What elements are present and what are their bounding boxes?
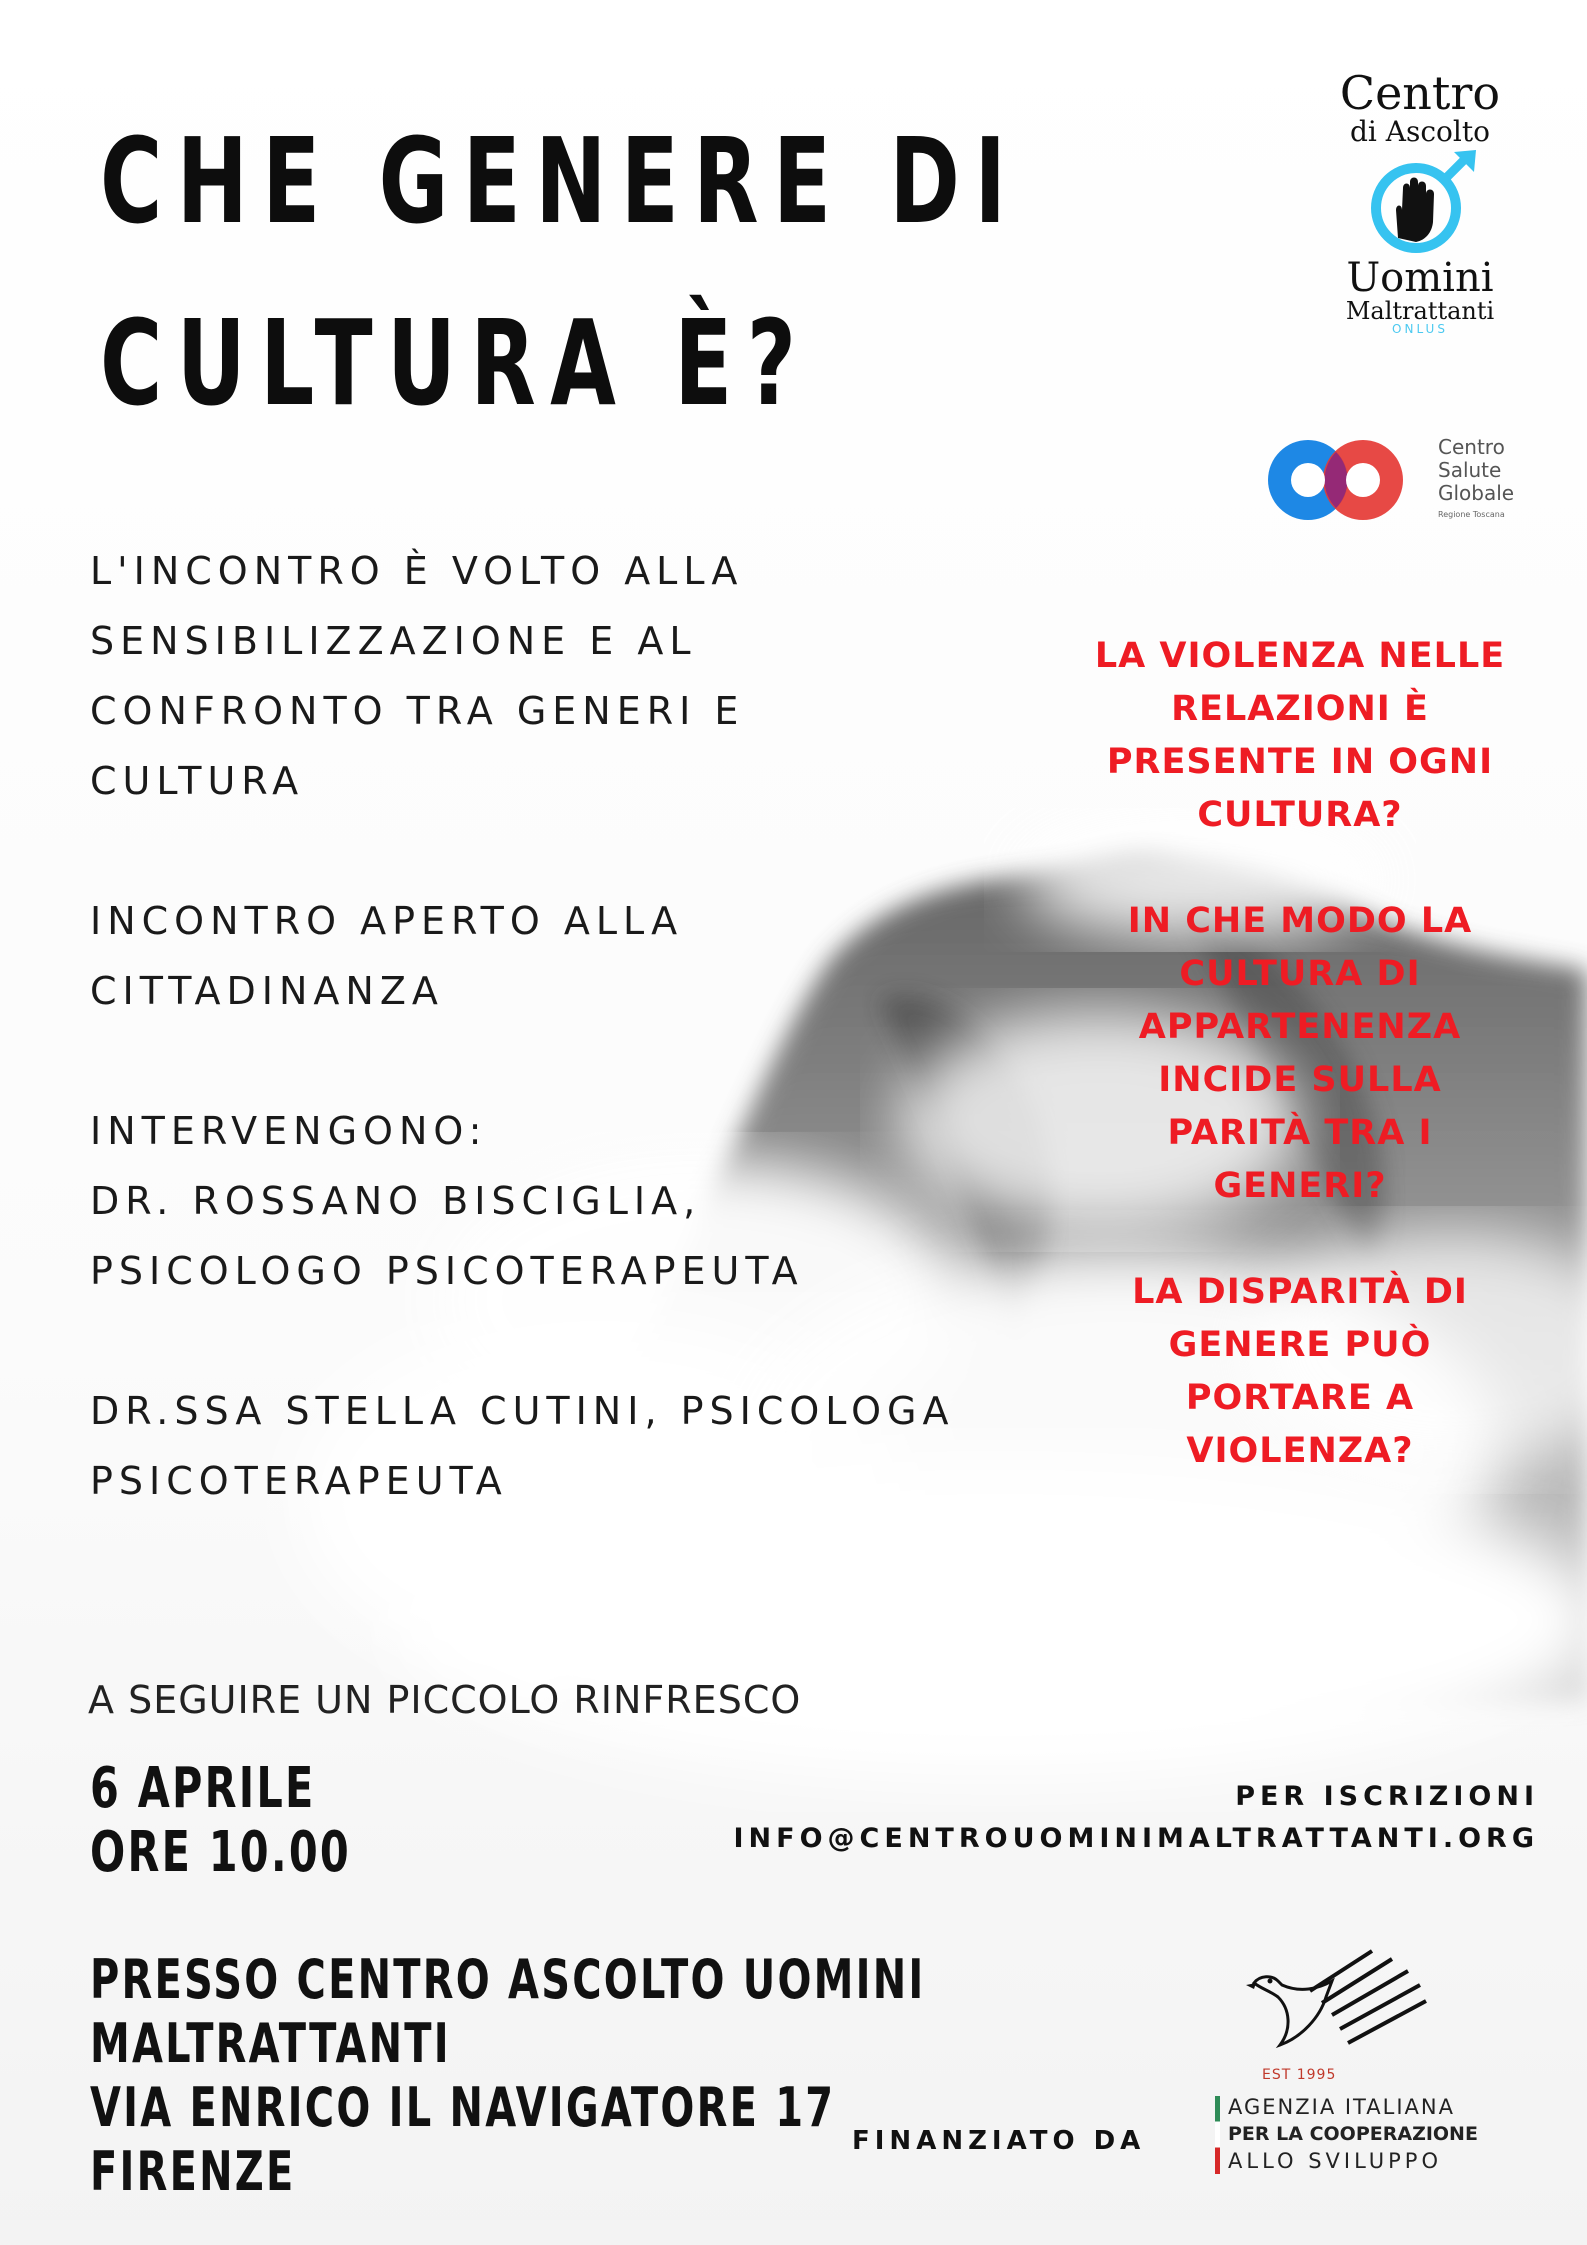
title-line: CULTURA È? [100,294,811,432]
cam-logo-onlus: ONLUS [1392,322,1448,336]
cam-logo-line: Maltrattanti [1345,297,1495,325]
open-meeting-paragraph [90,886,683,1026]
aics-logo-line: ALLO SVILUPPO [1228,2149,1442,2173]
question-line: PORTARE A [1185,1378,1415,1418]
signup-label: PER ISCRIZIONI [1235,1781,1539,1812]
text-line: PSICOTERAPEUTA [90,1459,508,1503]
question-line: CULTURA DI [1179,954,1421,994]
text-line: L'INCONTRO È VOLTO ALLA [90,549,744,593]
csg-logo [1258,428,1538,538]
text-line: DR. ROSSANO BISCIGLIA, [90,1179,702,1223]
event-time: ORE 10.00 [90,1820,351,1885]
event-datetime [90,1757,351,1885]
aics-logo [1210,1945,1510,2205]
venue-line: VIA ENRICO IL NAVIGATORE 17 [90,2076,836,2139]
aics-logo-line: PER LA COOPERAZIONE [1228,2123,1478,2145]
text-line: CULTURA [90,759,305,803]
question-line: GENERE PUÒ [1168,1325,1432,1365]
question [1040,630,1560,842]
csg-logo-text [1438,436,1514,505]
venue-line: MALTRATTANTI [90,2012,451,2075]
csg-logo-line: Salute [1438,458,1502,482]
signup-info [734,1776,1539,1860]
text-line: INTERVENGONO: [90,1109,488,1153]
event-venue [90,1948,925,2204]
questions-block [1040,630,1560,1531]
speakers-paragraph [90,1096,804,1306]
question-line: RELAZIONI È [1171,689,1429,729]
cam-logo-line: Centro [1339,66,1501,120]
question-line: LA VIOLENZA NELLE [1094,636,1506,676]
hand-gender-symbol-icon [1360,148,1480,258]
speaker2-paragraph [90,1376,954,1516]
aics-logo-line: AGENZIA ITALIANA [1228,2095,1455,2119]
dove-icon [1240,1945,1440,2070]
aics-est-year: EST 1995 [1262,2067,1337,2083]
text-line: CONFRONTO TRA GENERI E [90,689,745,733]
title-line: CHE GENERE DI [100,112,1021,250]
text-line: PSICOLOGO PSICOTERAPEUTA [90,1249,804,1293]
csg-logo-line: Globale [1438,481,1515,505]
italian-flag-stripe [1215,2096,1220,2174]
question-line: IN CHE MODO LA [1127,901,1473,941]
cam-logo-line: Uomini [1346,255,1494,301]
question-line: INCIDE SULLA [1158,1060,1442,1100]
refreshment-note: A SEGUIRE UN PICCOLO RINFRESCO [88,1678,802,1722]
question-line: PARITÀ TRA I [1167,1113,1433,1153]
question [1040,1266,1560,1478]
poster-title [100,90,1020,454]
question-line: VIOLENZA? [1186,1431,1414,1471]
text-line: DR.SSA STELLA CUTINI, PSICOLOGA [90,1389,955,1433]
cam-logo [1310,68,1530,348]
question-line: PRESENTE IN OGNI [1106,742,1494,782]
venue-line: FIRENZE [90,2140,296,2203]
signup-email[interactable]: INFO@CENTROUOMINIMALTRATTANTI.ORG [733,1823,1539,1854]
question [1040,895,1560,1213]
text-line: CITTADINANZA [90,969,444,1013]
question-line: CULTURA? [1197,795,1403,835]
event-date: 6 APRILE [90,1756,316,1821]
csg-logo-region: Regione Toscana [1438,510,1505,519]
interlocking-rings-icon [1258,428,1438,538]
text-line: SENSIBILIZZAZIONE E AL [90,619,697,663]
funded-by-label: FINANZIATO DA [852,2126,1146,2156]
intro-paragraph [90,536,744,816]
text-line: INCONTRO APERTO ALLA [90,899,684,943]
question-line: LA DISPARITÀ DI [1132,1272,1468,1312]
question-line: GENERI? [1213,1166,1387,1206]
cam-logo-line: di Ascolto [1350,115,1490,148]
venue-line: PRESSO CENTRO ASCOLTO UOMINI [90,1948,926,2011]
question-line: APPARTENENZA [1138,1007,1462,1047]
csg-logo-line: Centro [1438,435,1505,459]
